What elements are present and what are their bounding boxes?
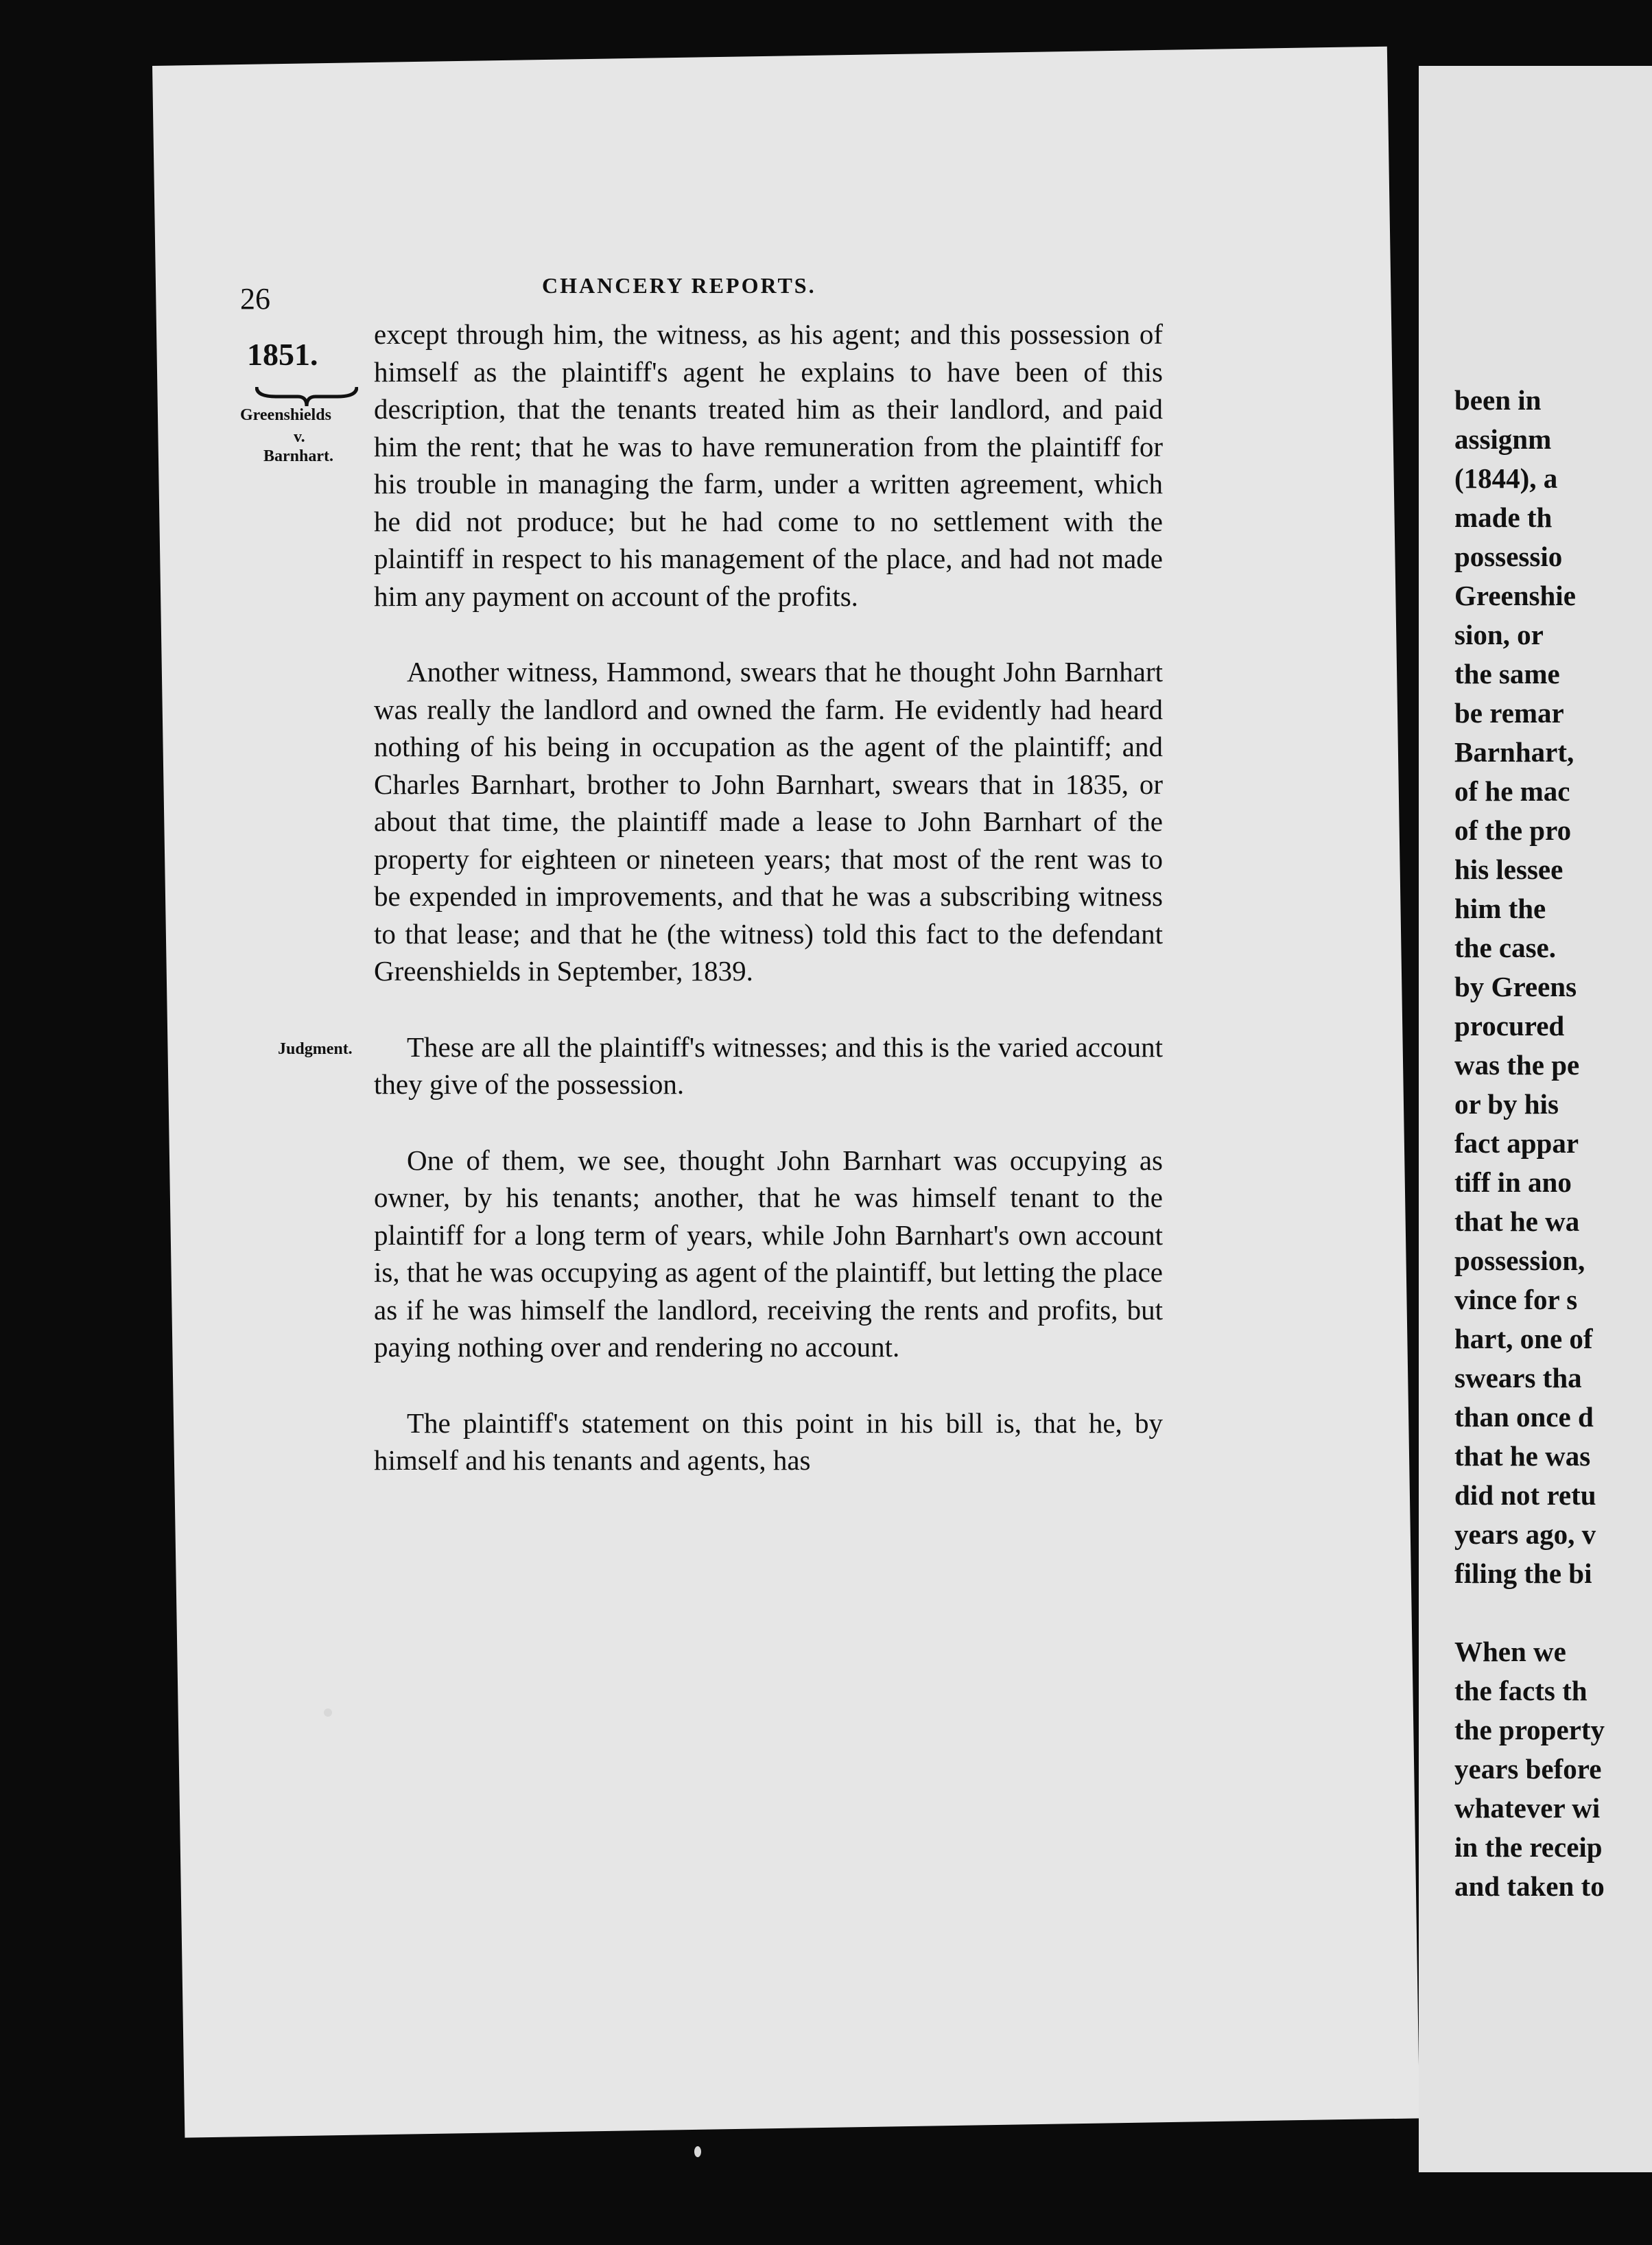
margin-case-defendant: Barnhart. xyxy=(263,447,333,465)
right-page-text xyxy=(1454,381,1605,1906)
right-page-line: the same xyxy=(1454,658,1560,690)
right-page-line: did not retu xyxy=(1454,1479,1596,1511)
right-page-line: be remar xyxy=(1454,697,1564,729)
right-page-line: his lessee xyxy=(1454,854,1564,885)
right-page-line: Barnhart, xyxy=(1454,736,1574,768)
right-page-line: vince for s xyxy=(1454,1284,1578,1315)
running-title: CHANCERY REPORTS. xyxy=(542,273,816,298)
paragraph: Another witness, Hammond, swears that he thought John Barnhart was really the landlord and owned the farm. He evidently had heard nothing of his being in occupation as the agent of the plaintiff; and Charles Barnhart, brother to John Barnhart, swears that in 1835, or about that time, the plaintiff made a lease to John Barnhart of the property for eighteen or nineteen years; that most of the rent was to be expended in improvements, and that he was a subscribing witness to that lease; and that he (the witness) told this fact to the defendant Greenshields in September, 1839. xyxy=(374,656,1163,987)
right-page-line: the case. xyxy=(1454,932,1557,963)
right-page-line: whatever wi xyxy=(1454,1792,1601,1824)
right-page-line: or by his xyxy=(1454,1088,1559,1120)
page-number: 26 xyxy=(240,282,270,316)
right-page-line: than once d xyxy=(1454,1401,1594,1433)
speck xyxy=(324,1708,332,1717)
right-page-line: years before xyxy=(1454,1753,1602,1785)
right-page-line: procured xyxy=(1454,1010,1565,1042)
right-page-line: and taken to xyxy=(1454,1870,1605,1902)
margin-judgment: Judgment. xyxy=(278,1040,353,1058)
right-page-line: (1844), a xyxy=(1454,462,1558,494)
right-page-line: sion, or xyxy=(1454,619,1544,650)
right-page-line: that he wa xyxy=(1454,1206,1580,1237)
right-page-line xyxy=(1454,1593,1605,1632)
paragraph: These are all the plaintiff's witnesses; and this is the varied account they give of the possession. xyxy=(374,1031,1163,1100)
right-page-line: in the receip xyxy=(1454,1831,1603,1863)
brace-icon xyxy=(255,384,358,408)
paragraph: The plaintiff's statement on this point in his bill is, that he, by himself and his tenants and agents, has xyxy=(374,1407,1163,1476)
right-page-line: the property xyxy=(1454,1714,1605,1746)
paragraph: except through him, the witness, as his agent; and this possession of himself as the plaintiff's agent he explains to have been of this description, that the tenants treated him as their landlord, and paid him the rent; that he was to have remuneration from the plaintiff for his trouble in managing the farm, under a written agreement, which he did not produce; but he had come to no settlement with the plaintiff in respect to his management of the place, and had not made him any payment on account of the profits. xyxy=(374,318,1163,612)
right-page-line: possessio xyxy=(1454,541,1563,572)
right-page-line: When we xyxy=(1454,1636,1566,1667)
right-page-line: been in xyxy=(1454,384,1542,416)
right-page-line: was the pe xyxy=(1454,1049,1580,1081)
right-page-line: made th xyxy=(1454,502,1553,533)
right-page-line: swears tha xyxy=(1454,1362,1582,1394)
speck xyxy=(694,2146,701,2157)
margin-year: 1851. xyxy=(247,337,318,372)
paragraph: One of them, we see, thought John Barnhart was occupying as owner, by his tenants; another, that he was himself tenant to the plaintiff for a long term of years, while John Barnhart's own account is, that he was occupying as agent of the plaintiff, but letting the place as if he was himself the landlord, receiving the rents and profits, but paying nothing over and rendering no account. xyxy=(374,1144,1163,1363)
right-page-line: hart, one of xyxy=(1454,1323,1593,1354)
body-text xyxy=(374,316,1163,1518)
margin-case-plaintiff: Greenshields xyxy=(240,406,331,424)
right-page-line: years ago, v xyxy=(1454,1518,1596,1550)
right-page-line: of he mac xyxy=(1454,775,1570,807)
right-page-line: fact appar xyxy=(1454,1127,1579,1159)
right-page-line: of the pro xyxy=(1454,814,1572,846)
margin-case-versus: v. xyxy=(294,428,305,446)
right-page-line: possession, xyxy=(1454,1245,1585,1276)
right-page-line: tiff in ano xyxy=(1454,1166,1572,1198)
right-page-line: assignm xyxy=(1454,423,1552,455)
right-page-line: by Greens xyxy=(1454,971,1577,1002)
right-page-line: him the xyxy=(1454,893,1546,924)
right-page-line: Greenshie xyxy=(1454,580,1576,611)
right-page-line: the facts th xyxy=(1454,1675,1588,1706)
right-page-line: that he was xyxy=(1454,1440,1591,1472)
right-page-line: filing the bi xyxy=(1454,1558,1592,1589)
